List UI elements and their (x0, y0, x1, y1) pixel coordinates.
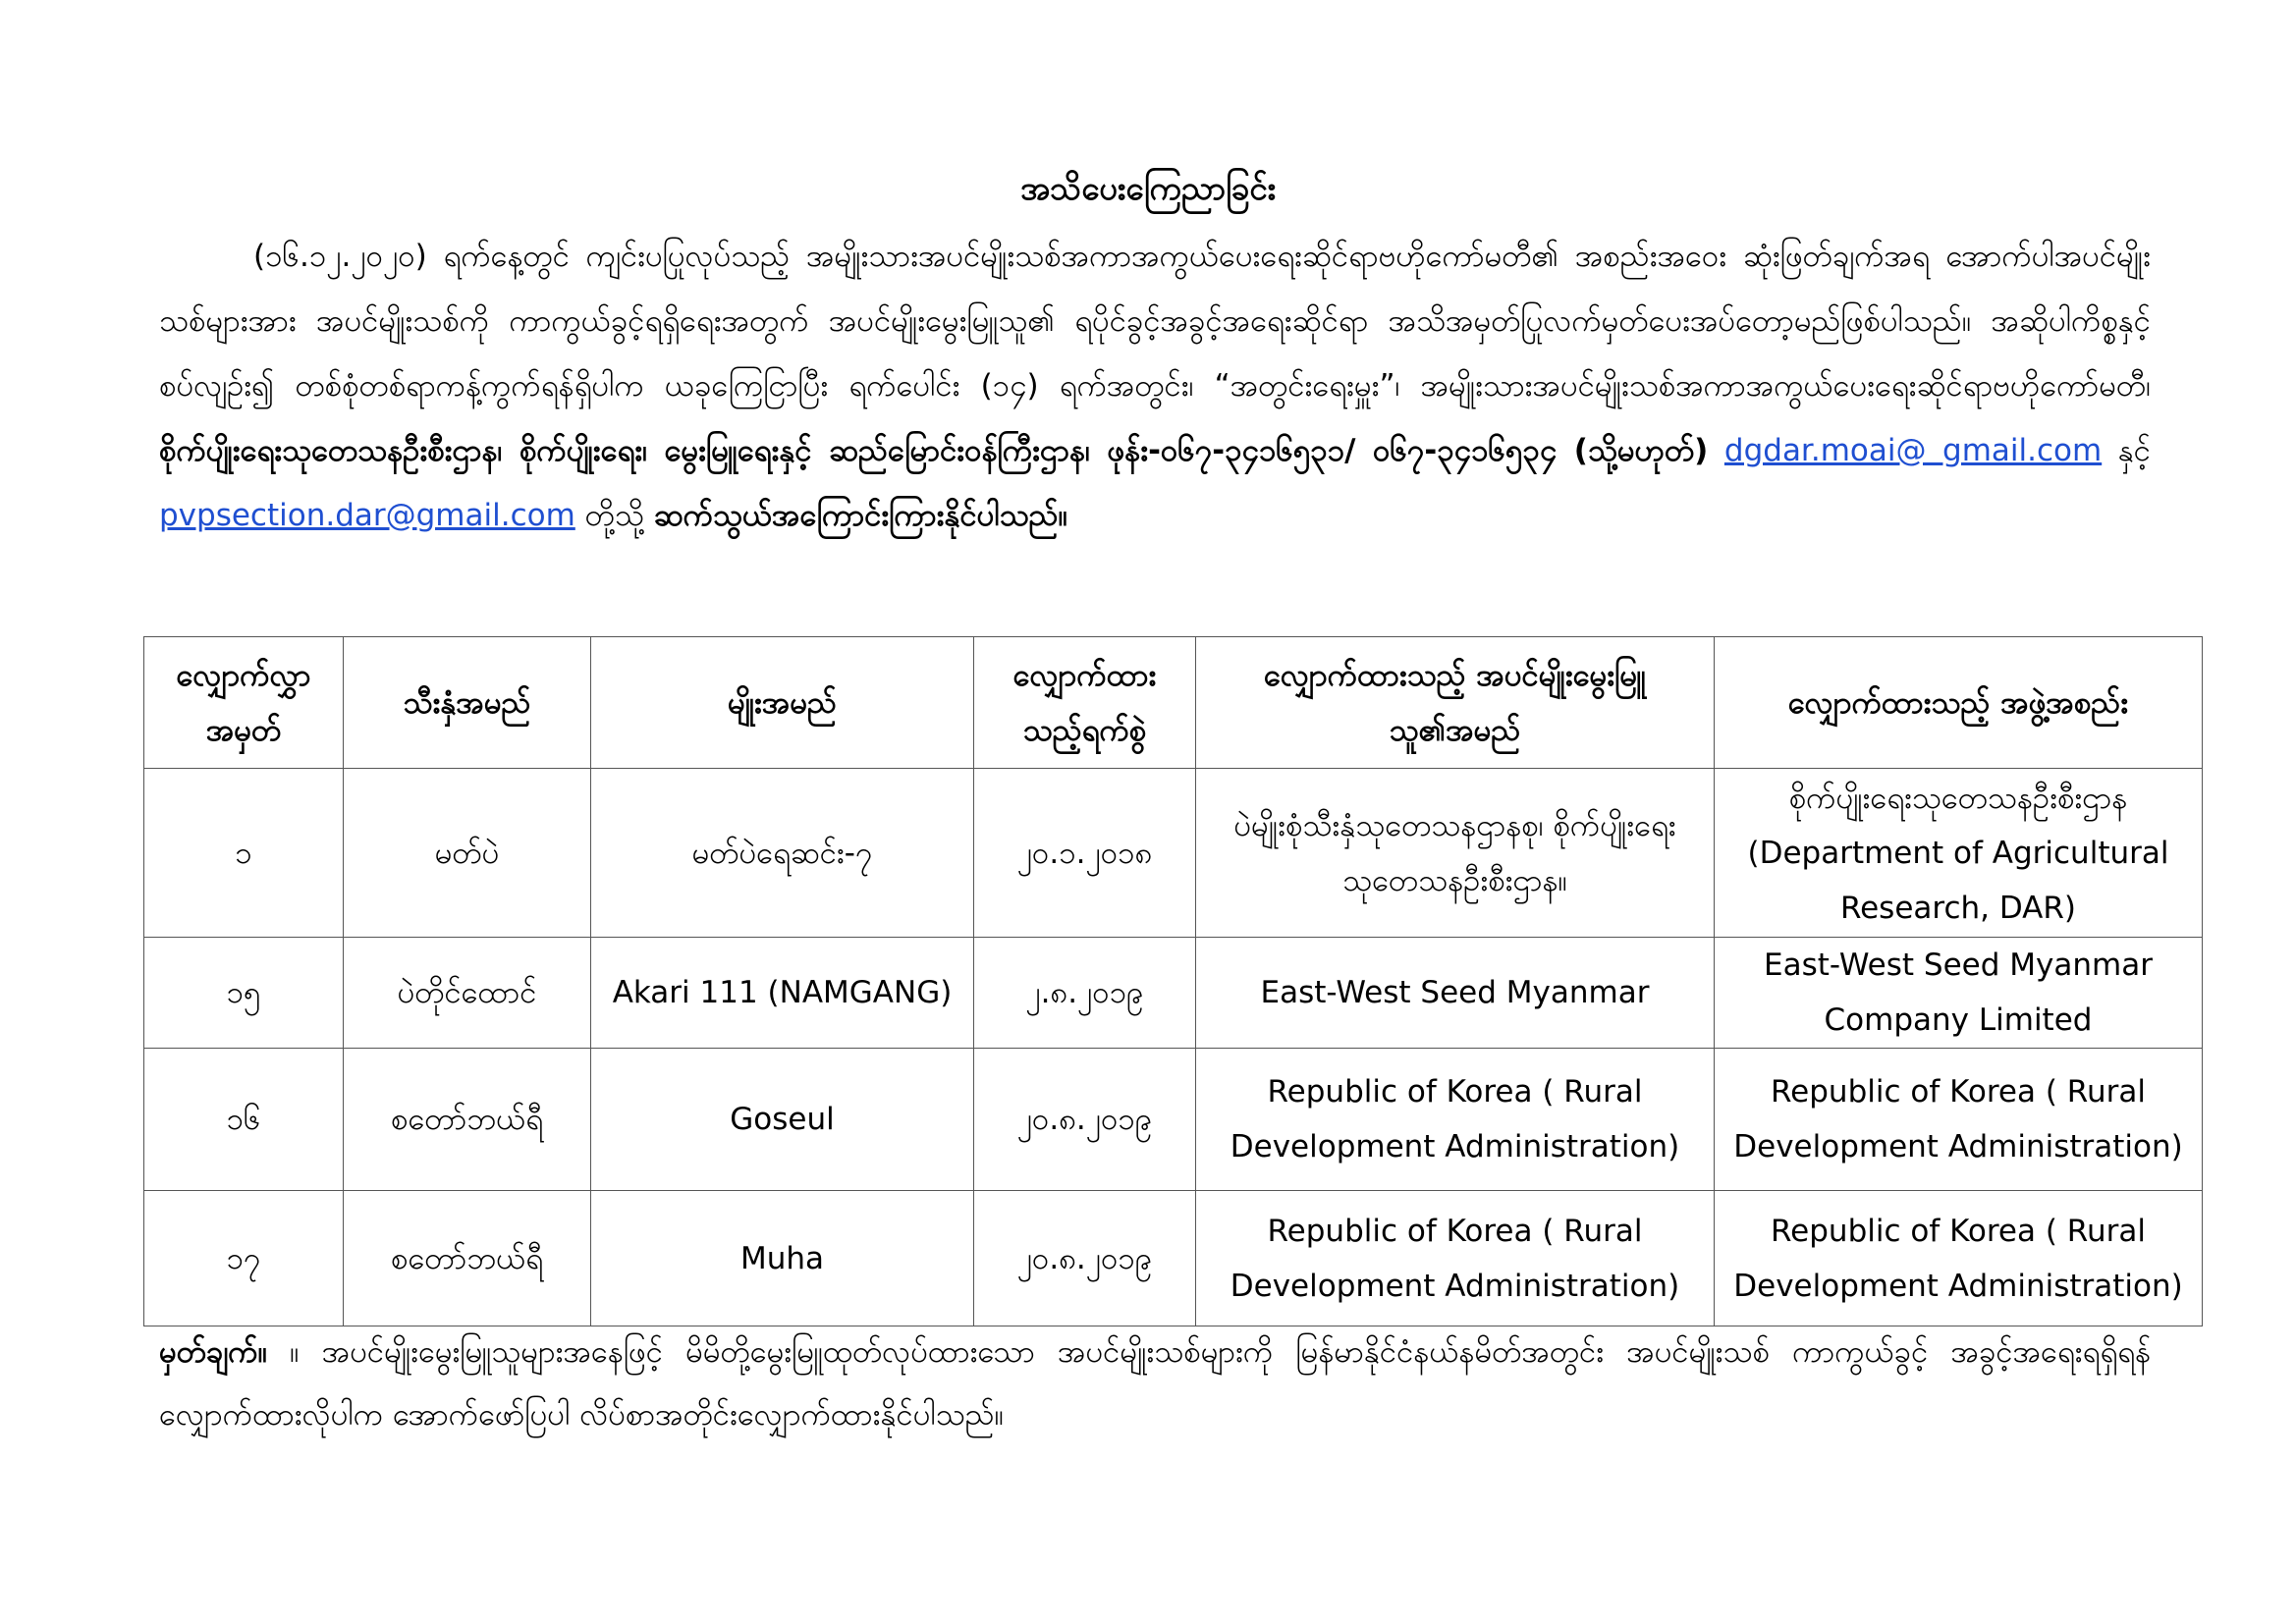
cell-application-number: ၁၅ (144, 938, 344, 1049)
paragraph-text: (၁၆.၁၂.၂၀၂၀) ရက်နေ့တွင် ကျင်းပပြုလုပ်သည့် အမျိုးသားအပင်မျိုးသစ်အကာအကွယ်ပေးရေးဆိုင်ရာဗဟိုကော်မတီ၏ အစည်းအဝေး ဆုံးဖြတ်ချက်အရ အောက်ပါအပင်မျိုးသစ်များအား အပင်မျိုးသစ်ကို ကာကွယ်ခွင့်ရရှိရေးအတွက် အပင်မျိုးမွေးမြူသူ၏ ရပိုင်ခွင့်အခွင့်အရေးဆိုင်ရာ အသိအမှတ်ပြုလက်မှတ်ပေးအပ်တော့မည်ဖြစ်ပါသည်။ အဆိုပါကိစ္စနှင့်စပ်လျဉ်း၍ တစ်စုံတစ်ရာကန့်ကွက်ရန်ရှိပါက ယခုကြေငြာပြီး ရက်ပေါင်း (၁၄) ရက်အတွင်း၊ “အတွင်းရေးမှူး”၊ အမျိုးသားအပင်မျိုးသစ်အကာအကွယ်ပေးရေးဆိုင်ရာဗဟိုကော်မတီ၊ (159, 239, 2151, 404)
cell-organization: Republic of Korea ( Rural Development Administration) (1715, 1191, 2203, 1326)
paragraph-bold-contact: ဆက်သွယ်အကြောင်းကြားနိုင်ပါသည်။ (653, 498, 1068, 533)
note-label: မှတ်ချက်။ (159, 1334, 267, 1370)
note-section (159, 1321, 2151, 1446)
cell-organization: Republic of Korea ( Rural Development Administration) (1715, 1049, 2203, 1191)
paragraph-bold-department: စိုက်ပျိုးရေးသုတေသနဦးစီးဌာန၊ စိုက်ပျိုးရေး၊ မွေးမြူရေးနှင့် ဆည်မြောင်းဝန်ကြီးဌာန၊ ဖုန်း-၀၆၇-၃၄၁၆၅၃၁/ ၀၆၇-၃၄၁၆၅၃၄ (သို့မဟုတ်) (159, 433, 1709, 468)
cell-breeder-name: Republic of Korea ( Rural Development Administration) (1196, 1049, 1715, 1191)
cell-crop-name: စတော်ဘယ်ရီ (344, 1049, 591, 1191)
table-row (144, 938, 2203, 1049)
cell-organization: စိုက်ပျိုးရေးသုတေသနဦးစီးဌာန (Department of Agricultural Research, DAR) (1715, 769, 2203, 938)
header-breeder-name: လျှောက်ထားသည့် အပင်မျိုးမွေးမြူ သူ၏အမည် (1196, 637, 1715, 769)
cell-application-date: ၂၀.၈.၂၀၁၉ (974, 1191, 1196, 1326)
cell-breeder-name: East-West Seed Myanmar (1196, 938, 1715, 1049)
email-link-pvpsection[interactable]: pvpsection.dar@gmail.com (159, 498, 575, 533)
header-crop-name: သီးနှံအမည် (344, 637, 591, 769)
cell-organization: East-West Seed Myanmar Company Limited (1715, 938, 2203, 1049)
cell-application-number: ၁ (144, 769, 344, 938)
cell-breeder-name: Republic of Korea ( Rural Development Administration) (1196, 1191, 1715, 1326)
cell-application-date: ၂.၈.၂၀၁၉ (974, 938, 1196, 1049)
registration-table (143, 636, 2203, 1326)
cell-application-date: ၂၀.၁.၂၀၁၈ (974, 769, 1196, 938)
notice-title: အသိပေးကြေညာခြင်း (1020, 169, 1276, 207)
note-text: ။ အပင်မျိုးမွေးမြူသူများအနေဖြင့် မိမိတို့မွေးမြူထုတ်လုပ်ထားသော အပင်မျိုးသစ်များကို မြန်မာနိုင်ငံနယ်နမိတ်အတွင်း အပင်မျိုးသစ် ကာကွယ်ခွင့် အခွင့်အရေးရရှိရန် လျှောက်ထားလိုပါက အောက်ဖော်ပြပါ လိပ်စာအတိုင်းလျှောက်ထားနိုင်ပါသည်။ (159, 1334, 2151, 1433)
cell-breeder-name: ပဲမျိုးစုံသီးနှံသုတေသနဌာနစု၊ စိုက်ပျိုးရေးသုတေသနဦးစီးဌာန။ (1196, 769, 1715, 938)
header-variety-name: မျိုးအမည် (591, 637, 974, 769)
cell-crop-name: မတ်ပဲ (344, 769, 591, 938)
paragraph-to: တို့သို့ (584, 498, 644, 533)
table-row (144, 1049, 2203, 1191)
header-organization: လျှောက်ထားသည့် အဖွဲ့အစည်း (1715, 637, 2203, 769)
header-application-date: လျှောက်ထား သည့်ရက်စွဲ (974, 637, 1196, 769)
email-link-dgdar[interactable]: dgdar.moai@ gmail.com (1723, 433, 2103, 468)
paragraph-and: နှင့် (2117, 433, 2152, 468)
cell-application-number: ၁၆ (144, 1049, 344, 1191)
notice-paragraph (159, 224, 2151, 548)
header-application-number: လျှောက်လွှာ အမှတ် (144, 637, 344, 769)
cell-crop-name: ပဲတိုင်ထောင် (344, 938, 591, 1049)
table-row (144, 769, 2203, 938)
cell-application-date: ၂၀.၈.၂၀၁၉ (974, 1049, 1196, 1191)
table-header-row (144, 637, 2203, 769)
table-row (144, 1191, 2203, 1326)
cell-application-number: ၁၇ (144, 1191, 344, 1326)
cell-variety-name: မတ်ပဲရေဆင်း-၇ (591, 769, 974, 938)
cell-variety-name: Akari 111 (NAMGANG) (591, 938, 974, 1049)
cell-variety-name: Goseul (591, 1049, 974, 1191)
cell-crop-name: စတော်ဘယ်ရီ (344, 1191, 591, 1326)
cell-variety-name: Muha (591, 1191, 974, 1326)
